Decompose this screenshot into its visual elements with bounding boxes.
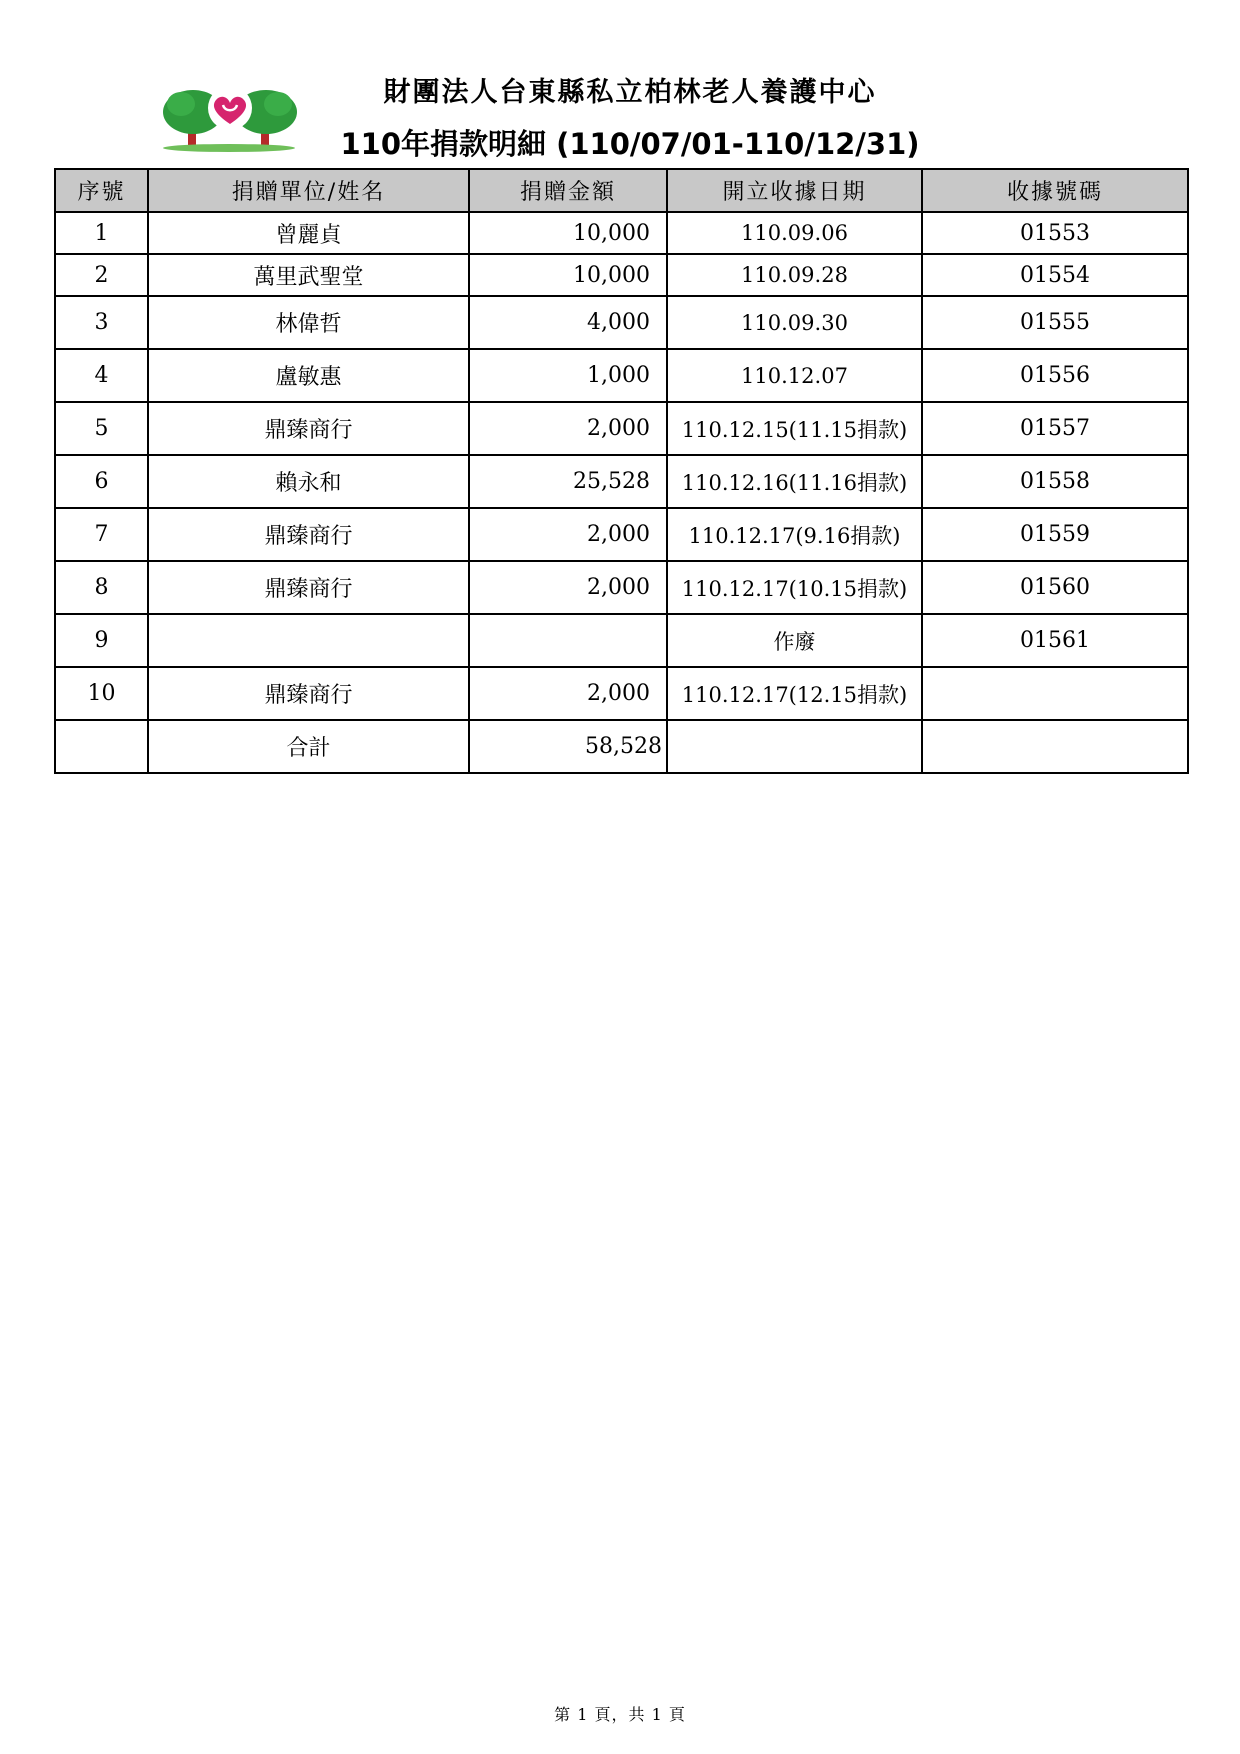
total-row: [55, 720, 1188, 773]
table-header-row: [55, 169, 1188, 212]
receipt-number: 01555: [922, 296, 1188, 349]
receipt-number: 01554: [922, 254, 1188, 296]
donor-name: 鼎臻商行: [148, 402, 469, 455]
receipt-date: 110.12.15(11.15捐款): [667, 402, 922, 455]
donation-amount: 25,528: [469, 455, 667, 508]
receipt-number: 01553: [922, 212, 1188, 254]
table-row: [55, 455, 1188, 508]
table-row: [55, 667, 1188, 720]
page-footer: 第 1 頁，共 1 頁: [554, 1705, 686, 1724]
total-receipt-empty: [922, 720, 1188, 773]
column-header-receipt: 收據號碼: [922, 169, 1188, 212]
total-amount: 58,528: [469, 720, 667, 773]
donation-amount: 10,000: [469, 212, 667, 254]
total-label: 合計: [148, 720, 469, 773]
receipt-number: [922, 667, 1188, 720]
table-row: [55, 254, 1188, 296]
donor-name: 盧敏惠: [148, 349, 469, 402]
table-row: [55, 561, 1188, 614]
receipt-number: 01560: [922, 561, 1188, 614]
donation-amount: 4,000: [469, 296, 667, 349]
donor-name: 鼎臻商行: [148, 561, 469, 614]
table-row: [55, 349, 1188, 402]
table-row: [55, 614, 1188, 667]
receipt-date: 110.09.06: [667, 212, 922, 254]
donation-amount: 2,000: [469, 508, 667, 561]
receipt-date: 110.12.17(12.15捐款): [667, 667, 922, 720]
donor-name: 鼎臻商行: [148, 667, 469, 720]
row-number: 7: [55, 508, 148, 561]
donation-amount: 2,000: [469, 561, 667, 614]
donation-amount: [469, 614, 667, 667]
donor-name: 曾麗貞: [148, 212, 469, 254]
receipt-date: 110.09.28: [667, 254, 922, 296]
donor-name: 林偉哲: [148, 296, 469, 349]
row-number: 4: [55, 349, 148, 402]
receipt-date: 110.12.17(9.16捐款): [667, 508, 922, 561]
receipt-date: 110.09.30: [667, 296, 922, 349]
row-number: 8: [55, 561, 148, 614]
row-number: 10: [55, 667, 148, 720]
column-header-donor: 捐贈單位/姓名: [148, 169, 469, 212]
table-row: [55, 508, 1188, 561]
donation-amount: 10,000: [469, 254, 667, 296]
tree-heart-logo-icon: [163, 78, 298, 152]
receipt-date: 110.12.16(11.16捐款): [667, 455, 922, 508]
page-subtitle: 110年捐款明細 (110/07/01-110/12/31): [340, 127, 920, 161]
donation-amount: 2,000: [469, 667, 667, 720]
donor-name: 賴永和: [148, 455, 469, 508]
donation-table: [54, 168, 1189, 774]
receipt-number: 01561: [922, 614, 1188, 667]
total-row-number: [55, 720, 148, 773]
row-number: 9: [55, 614, 148, 667]
table-row: [55, 296, 1188, 349]
donor-name: [148, 614, 469, 667]
total-date-empty: [667, 720, 922, 773]
receipt-date: 110.12.17(10.15捐款): [667, 561, 922, 614]
row-number: 5: [55, 402, 148, 455]
receipt-number: 01558: [922, 455, 1188, 508]
receipt-number: 01557: [922, 402, 1188, 455]
donation-amount: 2,000: [469, 402, 667, 455]
organization-title: 財團法人台東縣私立柏林老人養護中心: [383, 77, 877, 108]
receipt-number: 01556: [922, 349, 1188, 402]
receipt-date: 110.12.07: [667, 349, 922, 402]
column-header-amount: 捐贈金額: [469, 169, 667, 212]
row-number: 2: [55, 254, 148, 296]
row-number: 3: [55, 296, 148, 349]
table-row: [55, 212, 1188, 254]
donor-name: 萬里武聖堂: [148, 254, 469, 296]
receipt-date: 作廢: [667, 614, 922, 667]
column-header-no: 序號: [55, 169, 148, 212]
table-row: [55, 402, 1188, 455]
receipt-number: 01559: [922, 508, 1188, 561]
donor-name: 鼎臻商行: [148, 508, 469, 561]
donation-amount: 1,000: [469, 349, 667, 402]
row-number: 1: [55, 212, 148, 254]
column-header-date: 開立收據日期: [667, 169, 922, 212]
row-number: 6: [55, 455, 148, 508]
